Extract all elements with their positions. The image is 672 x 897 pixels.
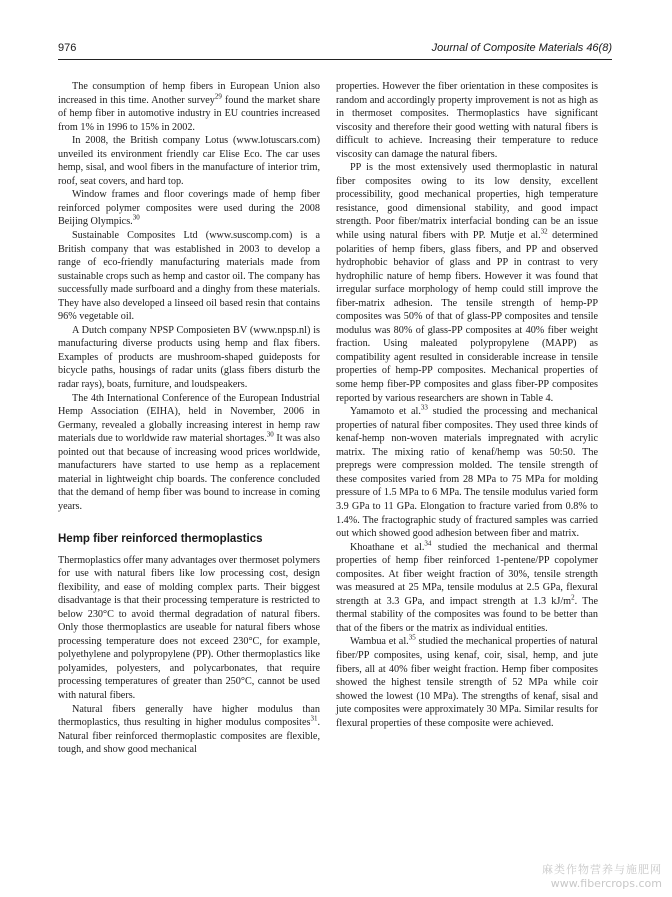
paragraph: properties. However the fiber orientation in these composites is random and accordingly property improvement is not as high as in thermoset composites. Thermoplastics have significant viscosity and therefore their good wetting with natural fibers is difficult to achieve. Increasing their temperature to reduce viscosity can damage the natural fibers. [336, 81, 598, 160]
citation-ref: 29 [214, 92, 222, 101]
citation-ref: 31 [310, 714, 318, 723]
citation-ref: 34 [424, 539, 432, 548]
citation-ref: 32 [540, 227, 548, 236]
paragraph: The consumption of hemp fibers in European Union also increased in this time. Another survey$^{29}$ found the market share of hemp fiber in automotive industry in EU countries increased from 1% in 1996 to 15% in 2002. [58, 81, 320, 133]
paragraph: In 2008, the British company Lotus (www.lotuscars.com) unveiled its environment friendly car Elise Eco. The car uses hemp, sisal, and wool fibers in the manufacture of interior trim, roof, seat covers, and hard top. [58, 135, 320, 187]
paragraph: Sustainable Composites Ltd (www.suscomp.com) is a British company that was established in 2003 to develop a range of eco-friendly manufacturing materials made from sustainable crops such as hemp and castor oil. The company has successfully made surfboard and a dinghy from these materials. They have also developed a linseed oil based resin that contains 96% vegetable oil. [58, 230, 320, 323]
watermark [542, 863, 662, 891]
citation-ref: 33 [420, 403, 428, 412]
paragraph: A Dutch company NPSP Composieten BV (www.npsp.nl) is manufacturing diverse products using hemp and flax fibers. Examples of products are mushroom-shaped guideposts for bicycle paths, housings of radar units (glass fibers disturb the radar rays), boats, furniture, and loudspeakers. [58, 324, 320, 391]
paragraph: The 4th International Conference of the European Industrial Hemp Association (EIHA), held in November, 2006 in Germany, revealed a globally increasing interest in hemp raw materials due to worldwide raw material shortages.$^{30}$ It was also pointed out that because of increasing wood prices worldwide, manufacturers have started to use hemp as a replacement material in lightweight chip boards. The conference concluded that the demand of hemp fiber was bound to increase in coming years. [58, 392, 320, 512]
page-number: 976 [58, 42, 77, 54]
paragraph: Yamamoto et al.$^{33}$ studied the processing and mechanical properties of natural fiber composites. They used three kinds of kenaf-hemp non-woven materials impregnated with acrylic matrix. The mixing ratio of kenaf/hemp was 50:50. The prepregs were compression molded. The tensile strength of these composites varied from 28 MPa to 75 MPa for molding pressure of 1.5 MPa to 6 MPa. The tensile modulus varied form 3.9 GPa to 11 GPa. Elongation to fracture varied from 0.8% to 1.4%. The fractographic study of fractured samples was carried out which showed good adhesion between fiber and matrix. [336, 403, 598, 540]
paragraph: Natural fibers generally have higher modulus than thermoplastics, thus resulting in higher modulus composites$^{31}$. Natural fiber reinforced thermoplastic composites are flexible, tough, and show good mechanical [58, 703, 320, 756]
right-column [336, 80, 598, 730]
citation-ref: 30 [266, 430, 274, 439]
section-heading: Hemp fiber reinforced thermoplastics [58, 532, 263, 545]
header-rule [58, 59, 612, 60]
paragraph: Wambua et al.$^{35}$ studied the mechanical properties of natural fiber/PP composites, using kenaf, coir, sisal, hemp, and jute fibers, all at 40% fiber weight fraction. Hemp fiber composites showed the highest tensile strength of 52 MPa while coir showed the lowest (10 MPa). The strengths of kenaf, sisal and jute composites were approximately 30 MPa. Similar results for flexural properties of these composite were achieved. [336, 634, 598, 729]
paragraph: Thermoplastics offer many advantages over thermoset polymers for use with natural fibers like low processing cost, design flexibility, and ease of molding complex parts. Their biggest disadvantage is that their processing temperature is restricted to below 230°C to avoid thermal degradation of natural fibers. Only those thermoplastics are useable for natural fibers whose processing temperature does not exceed 230°C, for example, polyethylene and polypropylene (PP). Other thermoplastics like polyamides, polyesters, and polycarbonates, that require processing temperatures of greater than 250°C, cannot be used with natural fibers. [58, 554, 320, 701]
journal-reference: Journal of Composite Materials 46(8) [431, 42, 612, 54]
paragraph: Window frames and floor coverings made of hemp fiber reinforced polymer composites were used during the 2008 Beijing Olympics.$^{30}$ [58, 189, 320, 228]
running-header [58, 40, 612, 58]
citation-ref: 35 [408, 634, 416, 643]
left-column [58, 80, 320, 757]
watermark-text: 麻类作物营养与施肥网 [542, 863, 662, 876]
citation-ref: 30 [132, 214, 140, 223]
paragraph: Khoathane et al.$^{34}$ studied the mechanical and thermal properties of hemp fiber reinforced 1-pentene/PP copolymer composites. At fiber weight fraction of 30%, tensile strength was measured at 25 MPa, tensile modulus at 2.5 GPa, flexural strength at 3.3 GPa, and impact strength at 1.3 $kJ/m^2$. The thermal stability of the composites was found to be better than that of the fibers or the matrix as individual entities. [336, 539, 598, 634]
watermark-url: www.fibercrops.com [550, 877, 662, 890]
paragraph: PP is the most extensively used thermoplastic in natural fiber composites owing to its low density, excellent processibility, good mechanical properties, high temperature resistance, good dimensional stability, and good impact strength. Poor fiber/matrix interfacial bonding can be an issue while using natural fibers with PP. Mutje et al.$^{32}$ determined polarities of hemp fibers, glass fibers, and PP and observed hydrophobic behavior of glass and PP in contrast to very hydrophilic nature of hemp fibers. However it was found that irregular surface morphology of hemp could still improve the fiber-matrix adhesion. The tensile strength of hemp-PP composites was 50% of that of glass-PP composites and tensile modulus was 80% of glass-PP composites at 40% fiber weight fraction. Using maleated polypropylene (MAPP) as compatibility agent resulted in considerable increase in tensile properties of hemp-PP composites. Mechanical properties of some hemp fiber-PP composites and glass fiber-PP composites reported by various researchers are shown in Table 4. [336, 162, 598, 404]
superscript: 2 [571, 593, 575, 602]
